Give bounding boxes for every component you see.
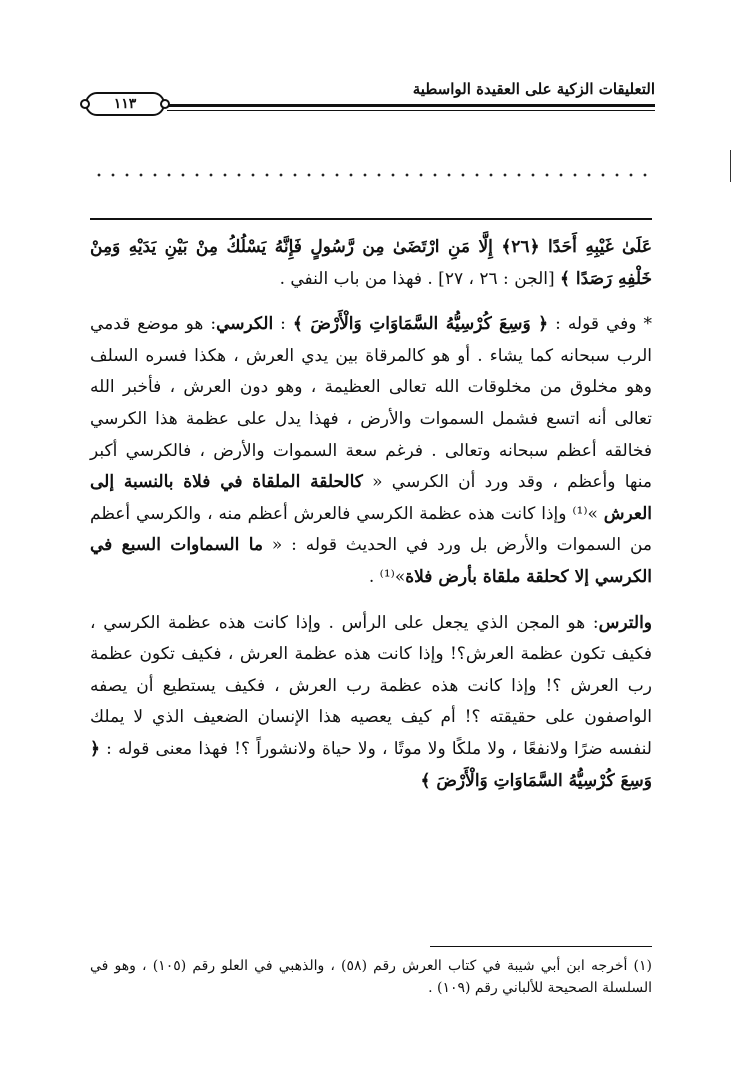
paragraph-turs (90, 608, 652, 798)
kursi-colon: : (273, 314, 293, 335)
header-rule (167, 104, 655, 111)
quran-verse-closing: ﴿ وَسِعَ كُرْسِيُّهُ السَّمَاوَاتِ وَالْأَرْضَ ﴾ (90, 738, 652, 791)
kursi-text-1: : هو موضع قدمي الرب سبحانه كما يشاء . أو هو كالمرقاة بين يدي العرش ، هكذا فسره السلف وهو مخلوق من مخلوقات الله تعالى العظيمة ، وهو دون العرش ، فأخبر الله تعالى أنه اتسع فشمل السموات والأرض ، فهذا يدل على عظمة هذا الكرسي فخالقه أعظم سبحانه وتعالى . فرغم سعة السموات والأرض ، فالكرسي أكبر منها وأعظم ، وقد ورد أن الكرسي « (90, 314, 652, 493)
quran-verse-kursi: ﴿ وَسِعَ كُرْسِيُّهُ السَّمَاوَاتِ وَالْأَرْضَ ﴾ (292, 314, 549, 335)
running-header (85, 78, 655, 126)
turs-text: : هو المجن الذي يجعل على الرأس . وإذا كانت هذه عظمة الكرسي ، فكيف تكون عظمة العرش؟! وإذا كانت هذه عظمة العرش ، فكيف تكون عظمة رب العرش ؟! وإذا كانت هذه عظمة رب العرش ، فكيف يستطيع أن يصفه الواصفون على حقيقته ؟! أم كيف يعصيه هذا الإنسان الضعيف الذي لا يملك لنفسه ضرًا ولانفعًا ، ولا ملكًا ولا موتًا ، ولا حياة ولانشوراً ؟! فهذا معنى قوله : (90, 612, 652, 759)
page-number: ١١٣ (85, 92, 165, 116)
paragraph-kursi (90, 309, 652, 593)
verse-reference: [الجن : ٢٦ ، ٢٧] . فهذا من باب النفي . (279, 268, 561, 289)
kursi-text-3: »⁽¹⁾ . (368, 566, 406, 587)
kursi-text-2: »⁽¹⁾ وإذا كانت هذه عظمة الكرسي فالعرش أعظم منه ، والكرسي أعظم من السموات والأرض بل ورد في الحديث قوله : « (90, 503, 652, 556)
kursi-intro: * وفي قوله : (548, 314, 652, 335)
main-text (90, 232, 652, 797)
margin-mark (730, 150, 731, 182)
footnote-rule (430, 946, 652, 947)
paragraph-verse (90, 232, 652, 295)
term-turs: والترس (598, 612, 652, 633)
hadith-quote-2: ما السماوات السبع في الكرسي إلا كحلقة ملقاة بأرض فلاة (90, 535, 652, 587)
footnote: (١) أخرجه ابن أبي شيبة في كتاب العرش رقم (٥٨) ، والذهبي في العلو رقم (١٠٥) ، وهو في السلسلة الصحيحة للألباني رقم (١٠٩) . (90, 958, 653, 996)
hadith-quote-1: كالحلقة الملقاة في فلاة بالنسبة إلى العرش (90, 472, 652, 524)
term-kursi: الكرسي (216, 314, 274, 335)
top-rule (90, 218, 652, 220)
quran-verse: عَلَىٰ غَيْبِهِ أَحَدًا ﴿٢٦﴾ إِلَّا مَنِ ارْتَضَىٰ مِن رَّسُولٍ فَإِنَّهُ يَسْلُكُ مِنْ بَيْنِ يَدَيْهِ وَمِنْ خَلْفِهِ رَصَدًا ﴾ (90, 237, 652, 289)
book-title: التعليقات الزكية على العقيدة الواسطية (412, 80, 655, 98)
dotted-separator (92, 170, 652, 180)
